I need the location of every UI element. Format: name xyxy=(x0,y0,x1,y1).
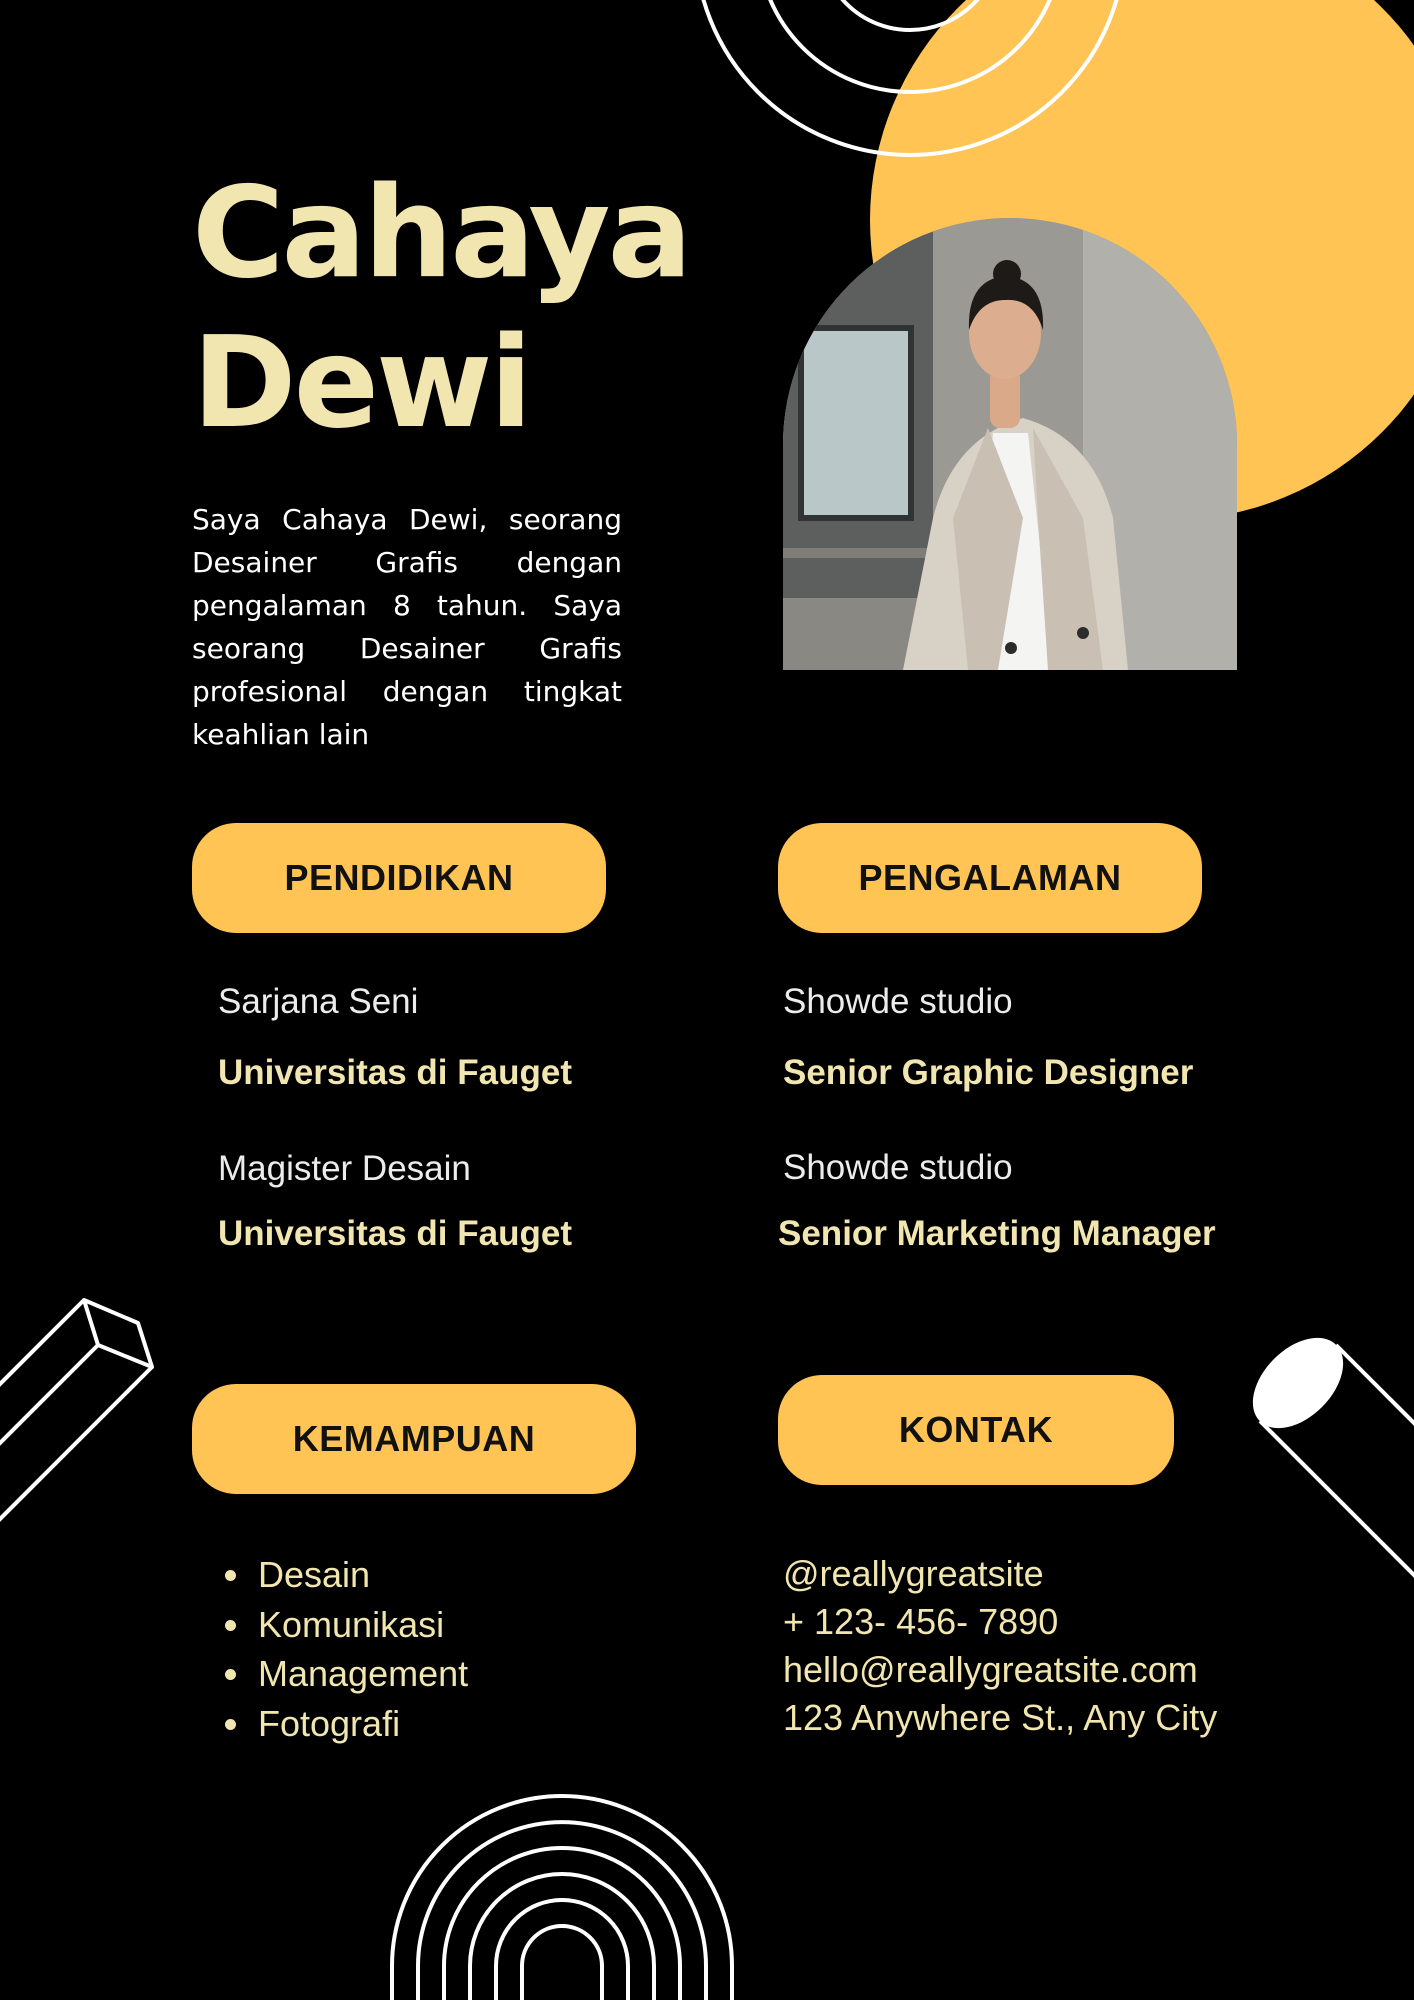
skills-heading: KEMAMPUAN xyxy=(192,1384,636,1494)
education-school-2: Universitas di Fauget xyxy=(218,1214,572,1253)
contact-heading: KONTAK xyxy=(778,1375,1174,1485)
prism-outline-decoration xyxy=(0,1300,152,1539)
experience-role-1: Senior Graphic Designer xyxy=(783,1053,1194,1092)
portrait-illustration xyxy=(783,218,1237,670)
contact-social: @reallygreatsite xyxy=(783,1553,1044,1594)
experience-company-2: Showde studio xyxy=(783,1148,1013,1187)
first-name: Cahaya xyxy=(192,159,690,306)
contact-address: 123 Anywhere St., Any City xyxy=(783,1697,1218,1738)
skill-item: • Management xyxy=(254,1649,468,1699)
last-name: Dewi xyxy=(192,309,530,456)
experience-company-1: Showde studio xyxy=(783,982,1013,1021)
cylinder-outline-decoration xyxy=(1236,1321,1414,1601)
profile-bio: Saya Cahaya Dewi, seorang Desainer Grafis dengan pengalaman 8 tahun. Saya seorang Desainer Grafis profesional dengan tingkat keahlian lain xyxy=(192,503,622,751)
contact-info xyxy=(783,1550,1217,1742)
profile-name xyxy=(192,158,690,458)
education-school-1: Universitas di Fauget xyxy=(218,1053,572,1092)
education-heading: PENDIDIKAN xyxy=(192,823,606,933)
education-degree-1: Sarjana Seni xyxy=(218,982,419,1021)
contact-email: hello@reallygreatsite.com xyxy=(783,1649,1198,1690)
skill-item: • Komunikasi xyxy=(254,1600,468,1650)
education-degree-2: Magister Desain xyxy=(218,1149,471,1188)
profile-photo xyxy=(783,218,1237,670)
contact-phone: + 123- 456- 7890 xyxy=(783,1601,1059,1642)
skill-item: • Desain xyxy=(254,1550,468,1600)
experience-heading: PENGALAMAN xyxy=(778,823,1202,933)
nested-arches-decoration xyxy=(392,1796,732,2000)
skills-list xyxy=(218,1550,468,1748)
experience-role-2: Senior Marketing Manager xyxy=(778,1214,1216,1253)
skill-item: • Fotografi xyxy=(254,1699,468,1749)
